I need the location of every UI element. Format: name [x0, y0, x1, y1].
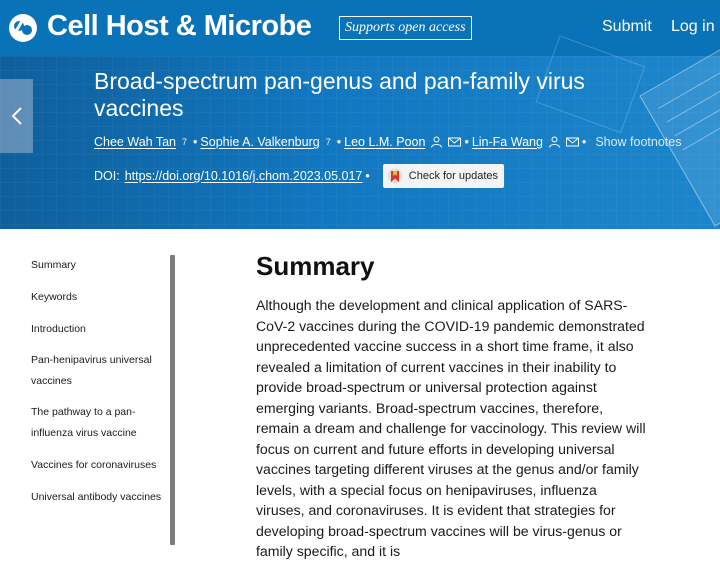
show-footnotes-button[interactable]: Show footnotes	[595, 135, 682, 149]
check-for-updates-button[interactable]	[383, 164, 504, 188]
author-separator: •	[581, 135, 587, 149]
person-icon[interactable]	[430, 136, 443, 148]
toc-scrollbar[interactable]	[170, 255, 175, 545]
back-button[interactable]	[0, 79, 33, 153]
site-header	[0, 0, 720, 56]
doi-label: DOI:	[94, 169, 120, 183]
toc-item-coronaviruses[interactable]: Vaccines for coronaviruses	[31, 459, 157, 471]
author-link[interactable]: Lin-Fa Wang	[471, 135, 543, 149]
cell-press-logo-icon[interactable]	[8, 13, 38, 43]
doi-link[interactable]: https://doi.org/10.1016/j.chom.2023.05.017	[124, 169, 363, 183]
check-for-updates-label: Check for updates	[408, 170, 499, 182]
author-footnote-ref[interactable]: 7	[182, 137, 188, 147]
author-separator: •	[193, 135, 198, 149]
envelope-icon[interactable]	[566, 136, 579, 148]
toc-item-keywords[interactable]: Keywords	[31, 291, 78, 303]
author-separator: •	[464, 135, 469, 149]
author-link[interactable]: Chee Wah Tan	[94, 135, 176, 149]
article-hero	[0, 56, 720, 229]
person-icon[interactable]	[548, 136, 561, 148]
login-link[interactable]: Log in	[671, 18, 715, 35]
envelope-icon[interactable]	[448, 136, 461, 148]
section-heading: Summary	[256, 251, 375, 281]
toc-item-pan-influenza[interactable]: The pathway to a pan-influenza virus vaccine	[31, 406, 137, 439]
journal-name[interactable]: Cell Host & Microbe	[47, 10, 312, 42]
author-link[interactable]: Sophie A. Valkenburg	[200, 135, 320, 149]
toc-item-summary[interactable]: Summary	[31, 259, 76, 271]
author-footnote-ref[interactable]: 7	[325, 137, 331, 147]
author-link[interactable]: Leo L.M. Poon	[344, 135, 426, 149]
toc-item-pan-henipavirus[interactable]: Pan-henipavirus universal vaccines	[31, 354, 152, 387]
submit-link[interactable]: Submit	[602, 18, 652, 35]
toc-item-introduction[interactable]: Introduction	[31, 323, 86, 335]
open-access-badge[interactable]: Supports open access	[339, 16, 472, 40]
article-title: Broad-spectrum pan-genus and pan-family virus vaccines	[94, 68, 585, 121]
doi-separator: •	[365, 169, 370, 183]
crossmark-icon	[387, 168, 403, 184]
author-separator: •	[336, 135, 342, 149]
table-of-contents	[0, 229, 180, 540]
doi-row	[94, 165, 504, 187]
toc-item-universal-antibody[interactable]: Universal antibody vaccines	[31, 491, 162, 503]
author-list	[94, 135, 704, 149]
chevron-left-icon	[11, 106, 23, 126]
abstract-text: Although the development and clinical application of SARS-CoV-2 vaccines during the COVID-19 pandemic demonstrated unprecedented vaccine success in a short time frame, it also revealed a limitation of current vaccines in their inability to provide broad-spectrum or universal protection against emerging variants. Broad-spectrum vaccines, therefore, remain a dream and challenge for vaccinology. This review will focus on current and future efforts in developing universal vaccines targeting different viruses at the genus and/or family levels, with a special focus on henipaviruses, influenza viruses, and coronaviruses. It is evident that strategies for developing broad-spectrum vaccines will be virus-genus or family specific, and it is	[256, 297, 646, 559]
